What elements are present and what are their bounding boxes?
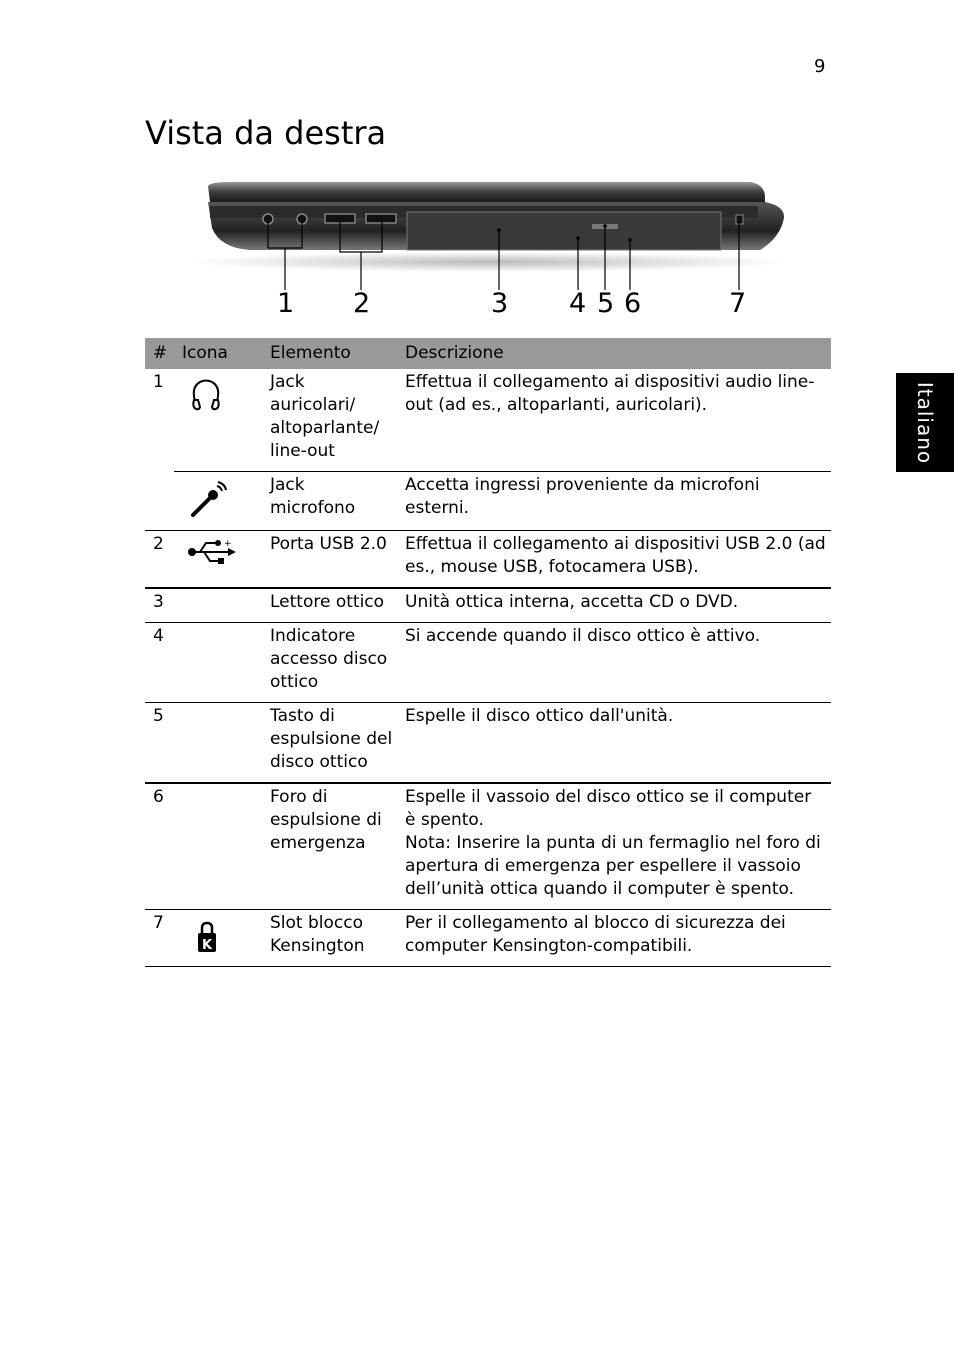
table-header-row xyxy=(145,338,831,369)
row-description: Accetta ingressi proveniente da microfoni esterni. xyxy=(397,472,831,531)
page-number: 9 xyxy=(814,56,826,77)
row-icon xyxy=(174,910,262,967)
row-number: 5 xyxy=(145,703,174,784)
callout-7: 7 xyxy=(729,288,747,319)
row-icon xyxy=(174,472,262,531)
usb-port-a xyxy=(325,214,355,223)
row-number: 6 xyxy=(145,783,174,910)
row-description: Espelle il disco ottico dall'unità. xyxy=(397,703,831,784)
row-description: Effettua il collegamento ai dispositivi USB 2.0 (ad es., mouse USB, fotocamera USB). xyxy=(397,531,831,589)
usb-icon xyxy=(186,537,238,567)
laptop-lid xyxy=(208,182,765,202)
table-row xyxy=(145,531,831,589)
ports-table xyxy=(145,338,831,967)
row-item: Jack microfono xyxy=(262,472,397,531)
row-number: 3 xyxy=(145,588,174,623)
callout-5: 5 xyxy=(597,288,615,319)
callout-3: 3 xyxy=(491,288,509,319)
note-text: Inserire la punta di un fermaglio nel foro di apertura di emergenza per espellere il vassoio dell’unità ottica quando il computer è spento. xyxy=(405,833,821,899)
row-item: Indicatore accesso disco ottico xyxy=(262,623,397,703)
row-description: Effettua il collegamento ai dispositivi audio line-out (ad es., altoparlanti, auricolari). xyxy=(397,369,831,472)
page-title: Vista da destra xyxy=(145,114,387,152)
row-number: 7 xyxy=(145,910,174,967)
row-description: Per il collegamento al blocco di sicurezza dei computer Kensington-compatibili. xyxy=(397,910,831,967)
row-item: Lettore ottico xyxy=(262,588,397,623)
laptop-shadow xyxy=(190,252,790,272)
header-icon: Icona xyxy=(174,338,262,369)
language-side-tab xyxy=(896,373,954,472)
table-row xyxy=(145,369,831,472)
row-description xyxy=(397,783,831,910)
table-row xyxy=(145,588,831,623)
row-item: Foro di espulsione di emergenza xyxy=(262,783,397,910)
row-icon xyxy=(174,783,262,910)
side-tab-label: Italiano xyxy=(913,381,937,464)
table-row xyxy=(145,910,831,967)
callout-1: 1 xyxy=(277,288,295,319)
row-number: 2 xyxy=(145,531,174,589)
row-number: 4 xyxy=(145,623,174,703)
row-item: Porta USB 2.0 xyxy=(262,531,397,589)
row-icon xyxy=(174,369,262,472)
row-item: Tasto di espulsione del disco ottico xyxy=(262,703,397,784)
row-icon xyxy=(174,588,262,623)
callout-6: 6 xyxy=(624,288,642,319)
headphones-icon xyxy=(186,375,226,415)
header-description: Descrizione xyxy=(397,338,831,369)
row-description-text: Espelle il vassoio del disco ottico se il computer è spento. xyxy=(405,787,812,830)
row-item: Slot blocco Kensington xyxy=(262,910,397,967)
row-number xyxy=(145,472,174,531)
callout-4: 4 xyxy=(569,288,587,319)
row-number: 1 xyxy=(153,372,164,392)
row-icon xyxy=(174,703,262,784)
row-description: Si accende quando il disco ottico è attivo. xyxy=(397,623,831,703)
usb-port-b xyxy=(366,214,396,223)
row-item: Jack auricolari/ altoparlante/ line-out xyxy=(262,369,397,472)
row-description: Unità ottica interna, accetta CD o DVD. xyxy=(397,588,831,623)
table-row xyxy=(145,703,831,784)
table-row xyxy=(145,472,831,531)
optical-drive-tray xyxy=(407,212,721,250)
table-row xyxy=(145,623,831,703)
callout-2: 2 xyxy=(353,288,371,319)
header-item: Elemento xyxy=(262,338,397,369)
svg-text:K: K xyxy=(202,938,213,953)
header-number: # xyxy=(145,338,174,369)
row-icon xyxy=(174,623,262,703)
table-row xyxy=(145,783,831,910)
note-label: Nota: xyxy=(405,833,451,853)
row-icon xyxy=(174,531,262,589)
microphone-icon xyxy=(186,478,230,522)
svg-text:+: + xyxy=(224,539,232,549)
kensington-lock-icon xyxy=(186,916,226,956)
